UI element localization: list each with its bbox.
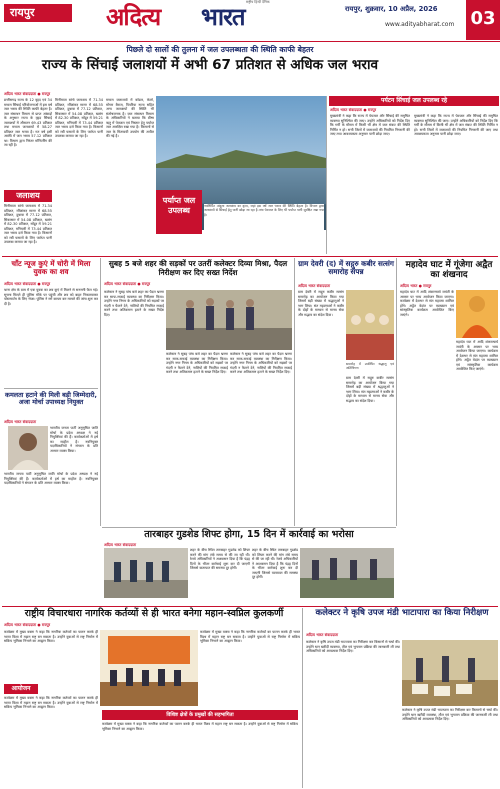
story1-byline: अदित्य भारत संवाददाता ● रायपुर: [4, 282, 51, 286]
tarabahar-photo-2: [300, 548, 394, 598]
lead-headline: राज्य के सिंचाई जलाशयों में अभी 67 प्रतिशत से अधिक जल भराव: [41, 57, 379, 73]
lead-col1b: मिनीमाता बांगो जलाशय में 71.34 प्रतिशत, रविशंकर सागर में 68.55 प्रतिशत, दुधावा में 77.12 प्रतिशत, सिकासार में 54.08 प्रतिशत, खारंग में 82.30 प्रतिशत, सोंढूर में 59.21 प्रतिशत, मनियारी में 73.44 प्रतिशत जल भराव दर्ज किया गया है। किसानों को रबी फसलों के लिए पर्याप्त पानी उपलब्ध कराया जा रहा है।: [4, 204, 52, 245]
collector-col2: कलेक्टर ने सुबह पांच बजे शहर का पैदल भ्रमण कर साफ-सफाई व्यवस्था का निरीक्षण किया। उन्होंने नगर निगम के अधिकारियों को सड़कों पर गंदगी न फैलने देने, नालियों की नियमित सफाई करने तथा अतिक्रमण हटाने के सख्त निर्देश दिए।: [166, 352, 228, 375]
mahadev-title: महादेव घाट में गूंजेगा अद्वैत का शंखनाद: [405, 260, 493, 281]
story2-title: कमलता हटाने की मिली बड़ी जिम्मेदारी, अजा मोर्चा उपाध्यक्ष नियुक्त: [5, 391, 97, 407]
gram-col1: ग्राम देवरी में सद्गुरु कबीर सत्संग समारोह का आयोजन किया गया जिसमें बड़ी संख्या में श्रद्धालुओं ने भाग लिया। संत महात्माओं ने कबीर के दोहों के माध्यम से मानव सेवा और सद्भाव का संदेश दिया।: [298, 290, 344, 317]
national-title: राष्ट्रीय विचारधारा नागरिक कर्तव्यों से ही भारत बनेगा महान-स्वप्निल कुलकर्णी: [24, 608, 284, 619]
divider: [102, 527, 396, 528]
tarabahar-title: तारबाहर गुडशेड शिफ्ट होगा, 15 दिन में कार्रवाई का भरोसा: [144, 529, 354, 540]
portrait-photo: [8, 426, 48, 470]
divider: [2, 256, 498, 257]
divider: [294, 258, 295, 526]
info-title: विशिष्ट क्षेत्रों के प्रमुखों की सहभागिता: [102, 710, 298, 720]
mandi-photo: [402, 640, 498, 706]
story2-byline: अदित्य भारत संवाददाता: [4, 420, 37, 424]
gram-caption: समारोह में उपस्थित श्रद्धालु एवं अतिथिगण: [346, 362, 394, 374]
tarabahar-col2: शहर के बीच स्थित तारबाहर गुडशेड को शिफ्ट करने की मांग लंबे समय से की जा रही थी। रेलवे अधिकारियों ने आश्वासन दिया है कि पंद्रह दिनों के भीतर कार्रवाई शुरू कर दी जाएगी जिससे यातायात की समस्या दूर होगी।: [252, 548, 298, 580]
gram-col2: ग्राम देवरी में सद्गुरु कबीर सत्संग समारोह का आयोजन किया गया जिसमें बड़ी संख्या में श्रद्धालुओं ने भाग लिया। संत महात्माओं ने कबीर के दोहों के माध्यम से मानव सेवा और सद्भाव का संदेश दिया।: [346, 376, 394, 403]
divider: [100, 258, 101, 526]
mahadev-col2: महादेव घाट में आदि शंकराचार्य जयंती के अवसर पर भव्य आयोजन किया जाएगा। कार्यक्रम में देशभर से संत महात्मा शामिल होंगे। अद्वैत वेदांत पर व्याख्यान एवं सांस्कृतिक कार्यक्रम आयोजित किए जाएंगे।: [456, 340, 498, 372]
mahadev-byline: अदित्य भारत ● रायपुर: [400, 284, 432, 288]
story1-title: चाँट न्यूज कुएं में चोरी में मिला युवक का शव: [11, 259, 91, 277]
logo-sub: भारत: [201, 2, 245, 31]
national-col1: कार्यक्रम में मुख्य वक्ता ने कहा कि नागरिक कर्तव्यों का पालन करके ही भारत विश्व में महान राष्ट्र बन सकता है। उन्होंने युवाओं से राष्ट्र निर्माण में सक्रिय भूमिका निभाने का आह्वान किया।: [4, 630, 98, 644]
lead-byline: अदित्य भारत संवाददाता ● रायपुर: [4, 92, 51, 96]
mandi-byline: अदित्य भारत संवाददाता: [306, 633, 339, 637]
shankaracharya-image: [456, 290, 498, 338]
mandi-col1: कलेक्टर ने कृषि उपज मंडी भाटापारा का निरीक्षण कर किसानों से चर्चा की। उन्होंने धान खरीदी व्यवस्था, तौल एवं भुगतान प्रक्रिया की जानकारी ली तथा अधिकारियों को आवश्यक निर्देश दिए।: [306, 640, 400, 654]
collector-byline: अदित्य भारत संवाददाता ● रायपुर: [104, 282, 151, 286]
collector-col3: कलेक्टर ने सुबह पांच बजे शहर का पैदल भ्रमण कर साफ-सफाई व्यवस्था का निरीक्षण किया। उन्होंने नगर निगम के अधिकारियों को सड़कों पर गंदगी न फैलने देने, नालियों की नियमित सफाई करने तथा अतिक्रमण हटाने के सख्त निर्देश दिए।: [230, 352, 292, 375]
gram-title: ग्राम देवरी (द) में सद्गुरु कबीर सत्संग समारोह संपन्न: [298, 259, 394, 277]
website: www.adityabharat.com: [385, 21, 455, 28]
divider: [326, 96, 327, 254]
national-byline: अदित्य भारत संवाददाता ● रायपुर: [4, 623, 51, 627]
tarabahar-photo-1: [104, 548, 188, 598]
mandi-title: कलेक्टर ने कृषि उपज मंडी भाटापारा का किया निरीक्षण: [315, 608, 489, 618]
tarabahar-byline: अदित्य भारत संवाददाता: [104, 543, 137, 547]
divider: [2, 606, 498, 607]
lead-col3: मध्यम जलाशयों में कोडार, केलो, मोंगरा बैराज, पिपरिया नाला सहित अन्य जलाशयों की स्थिति भी संतोषजनक है। जल संसाधन विभाग के अधिकारियों ने बताया कि ग्रीष्म ऋतु में पेयजल एवं निस्तार हेतु पर्याप्त जल आरक्षित रखा गया है। किसानों से जल के मितव्ययी उपयोग की अपील की गई है।: [106, 98, 154, 139]
collector-title: सुबह 5 बजे शहर की सड़कों पर उतरीं कलेक्टर दिव्या मिश्रा, पैदल निरीक्षण कर दिए सख्त निर्देश: [108, 259, 288, 277]
dateline: रायपुर, शुक्रवार, 10 अप्रैल, 2026: [345, 5, 438, 13]
lead-col2: मिनीमाता बांगो जलाशय में 71.34 प्रतिशत, रविशंकर सागर में 68.55 प्रतिशत, दुधावा में 77.12 प्रतिशत, सिकासार में 54.08 प्रतिशत, खारंग में 82.30 प्रतिशत, सोंढूर में 59.21 प्रतिशत, मनियारी में 73.44 प्रतिशत जल भराव दर्ज किया गया है। किसानों को रबी फसलों के लिए पर्याप्त पानी उपलब्ध कराया जा रहा है।: [55, 98, 103, 139]
info-body: कार्यक्रम में मुख्य वक्ता ने कहा कि नागरिक कर्तव्यों का पालन करके ही भारत विश्व में महान राष्ट्र बन सकता है। उन्होंने युवाओं से राष्ट्र निर्माण में सक्रिय भूमिका निभाने का आह्वान किया।: [102, 722, 298, 731]
lead-kicker: पिछले दो सालों की तुलना में जल उपलब्धता की स्थिति काफी बेहतर: [126, 45, 314, 54]
divider: [302, 608, 303, 788]
sidebar-col2: मुख्यमंत्री ने कहा कि राज्य में पेयजल और सिंचाई की समुचित व्यवस्था सुनिश्चित की जाए। उन्होंने अधिकारियों को निर्देश दिए कि गर्मी के मौसम में किसी भी क्षेत्र में जल संकट की स्थिति निर्मित न हो। सभी जिलों में जलाशयों की नियमित निगरानी की जाए तथा आवश्यकता अनुसार पानी छोड़ा जाए।: [414, 114, 498, 137]
mahadev-col1: महादेव घाट में आदि शंकराचार्य जयंती के अवसर पर भव्य आयोजन किया जाएगा। कार्यक्रम में देशभर से संत महात्मा शामिल होंगे। अद्वैत वेदांत पर व्याख्यान एवं सांस्कृतिक कार्यक्रम आयोजित किए जाएंगे।: [400, 290, 454, 317]
page-number: 03: [466, 0, 500, 40]
national-photo: [100, 630, 198, 706]
logo-tagline: राष्ट्रीय हिन्दी दैनिक: [246, 0, 270, 4]
box-label: पर्याप्त जल उपलब्ध: [156, 190, 202, 234]
sidebar-title: पर्यटन सिंचाई जल उपलब्ध रहे: [329, 96, 499, 106]
lead-caption: नवनिर्मित तांदुला जलाशय का दृश्य, जहां इस वर्ष जल भराव की स्थिति बेहतर है। विभाग द्वारा जलाशयों से सिंचाई हेतु पानी छोड़ा जा रहा है तथा पेयजल के लिए भी पर्याप्त पानी सुरक्षित रखा गया है।: [204, 204, 324, 244]
city-tag: रायपुर: [4, 4, 72, 22]
collector-photo: [166, 290, 292, 350]
logo: [106, 1, 302, 31]
sidebar-byline: अदित्य भारत संवाददाता ● रायपुर: [330, 108, 377, 112]
lead-col1: छत्तीसगढ़ राज्य के 12 वृहद एवं 34 मध्यम सिंचाई परियोजनाओं में इस वर्ष जल भराव की स्थिति काफी बेहतर है। जल संसाधन विभाग से प्राप्त आंकड़ों के अनुसार राज्य के वृहद सिंचाई जलाशयों में औसतन 69.43 प्रतिशत तथा मध्यम जलाशयों में 58.27 प्रतिशत जल भराव है। गत वर्ष इसी अवधि में जल भराव 57.12 प्रतिशत था। विभाग द्वारा निरंतर मॉनिटरिंग की जा रही है।: [4, 98, 52, 148]
logo-main: अदित्य: [106, 2, 161, 31]
national-col3: कार्यक्रम में मुख्य वक्ता ने कहा कि नागरिक कर्तव्यों का पालन करके ही भारत विश्व में महान राष्ट्र बन सकता है। उन्होंने युवाओं से राष्ट्र निर्माण में सक्रिय भूमिका निभाने का आह्वान किया।: [200, 630, 300, 644]
masthead: [0, 0, 500, 42]
tarabahar-col1: शहर के बीच स्थित तारबाहर गुडशेड को शिफ्ट करने की मांग लंबे समय से की जा रही थी। रेलवे अधिकारियों ने आश्वासन दिया है कि पंद्रह दिनों के भीतर कार्रवाई शुरू कर दी जाएगी जिससे यातायात की समस्या दूर होगी।: [190, 548, 250, 571]
story2-body-b: भारतीय जनता पार्टी अनुसूचित जाति मोर्चा के प्रदेश अध्यक्ष ने नई नियुक्तियां की हैं। कार्यकर्ताओं में हर्ष का माहौल है। नवनियुक्त पदाधिकारियों ने संगठन के प्रति आभार व्यक्त किया।: [4, 472, 98, 486]
event-banner: आयोजन: [4, 684, 38, 694]
sidebar-col1: मुख्यमंत्री ने कहा कि राज्य में पेयजल और सिंचाई की समुचित व्यवस्था सुनिश्चित की जाए। उन्होंने अधिकारियों को निर्देश दिए कि गर्मी के मौसम में किसी भी क्षेत्र में जल संकट की स्थिति निर्मित न हो। सभी जिलों में जलाशयों की नियमित निगरानी की जाए तथा आवश्यकता अनुसार पानी छोड़ा जाए।: [330, 114, 410, 137]
jalashay-label: जलाशय: [4, 190, 52, 202]
divider: [396, 258, 397, 526]
gram-photo: [346, 290, 394, 360]
collector-col1: कलेक्टर ने सुबह पांच बजे शहर का पैदल भ्रमण कर साफ-सफाई व्यवस्था का निरीक्षण किया। उन्होंने नगर निगम के अधिकारियों को सड़कों पर गंदगी न फैलने देने, नालियों की नियमित सफाई करने तथा अतिक्रमण हटाने के सख्त निर्देश दिए।: [104, 290, 164, 317]
story1-body: थाना क्षेत्र के ग्राम में एक युवक का शव कुएं में मिलने से सनसनी फैल गई। सूचना मिलते ही पुलिस मौके पर पहुंची और शव को बाहर निकलवाकर पोस्टमार्टम के लिए भेजा। पुलिस ने मर्ग कायम कर मामले की जांच शुरू कर दी है।: [4, 288, 98, 306]
divider: [4, 388, 98, 389]
gram-byline: अदित्य भारत संवाददाता: [298, 284, 331, 288]
story2-body-a: भारतीय जनता पार्टी अनुसूचित जाति मोर्चा के प्रदेश अध्यक्ष ने नई नियुक्तियां की हैं। कार्यकर्ताओं में हर्ष का माहौल है। नवनियुक्त पदाधिकारियों ने संगठन के प्रति आभार व्यक्त किया।: [50, 426, 98, 453]
mandi-col2: कलेक्टर ने कृषि उपज मंडी भाटापारा का निरीक्षण कर किसानों से चर्चा की। उन्होंने धान खरीदी व्यवस्था, तौल एवं भुगतान प्रक्रिया की जानकारी ली तथा अधिकारियों को आवश्यक निर्देश दिए।: [402, 708, 498, 722]
national-col2: कार्यक्रम में मुख्य वक्ता ने कहा कि नागरिक कर्तव्यों का पालन करके ही भारत विश्व में महान राष्ट्र बन सकता है। उन्होंने युवाओं से राष्ट्र निर्माण में सक्रिय भूमिका निभाने का आह्वान किया।: [4, 696, 98, 710]
